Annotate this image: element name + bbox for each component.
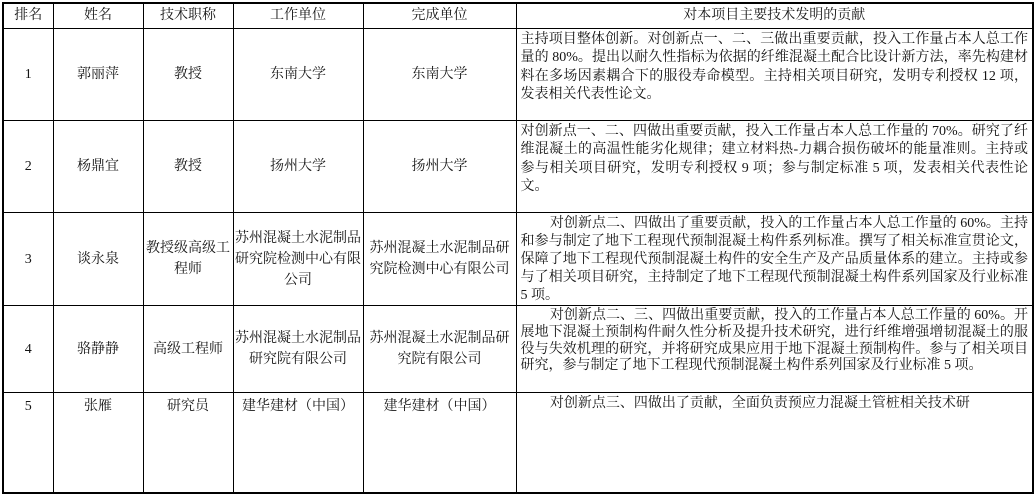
work-unit-cell: 扬州大学: [233, 121, 363, 213]
completion-unit-cell: 东南大学: [363, 29, 516, 121]
header-name: 姓名: [53, 3, 143, 29]
rank-cell: 3: [3, 213, 53, 306]
contribution-cell: [516, 306, 1033, 393]
work-unit-cell: 东南大学: [233, 29, 363, 121]
completion-unit-cell: 建华建材（中国）: [363, 393, 516, 493]
rank-cell: 4: [3, 306, 53, 393]
contribution-text: 主持项目整体创新。对创新点一、二、三做出重要贡献，投入工作量占本人总工作量的 80%。提出以耐久性指标为依据的纤维混凝土配合比设计新方法，率先构建材料在多场因素耦合下的服役寿命模型。主持相关项目研究，发明专利授权 12 项，发表相关代表性论文。: [520, 32, 1028, 103]
table-row: [3, 393, 1033, 493]
name-cell: 骆静静: [53, 306, 143, 393]
table-row: [3, 29, 1033, 121]
rank-cell: 2: [3, 121, 53, 213]
work-unit-cell: 苏州混凝土水泥制品研究院检测中心有限公司: [233, 213, 363, 306]
title-cell: 高级工程师: [143, 306, 233, 393]
header-contribution: 对本项目主要技术发明的贡献: [516, 3, 1033, 29]
name-cell: 郭丽萍: [53, 29, 143, 121]
table-row: [3, 213, 1033, 306]
title-cell: 研究员: [143, 393, 233, 493]
rank-cell: 1: [3, 29, 53, 121]
table-row: [3, 306, 1033, 393]
contribution-text: 对创新点一、二、四做出重要贡献，投入工作量占本人总工作量的 70%。研究了纤维混凝土的高温性能劣化规律；建立材料热-力耦合损伤破坏的能量准则。主持或参与相关项目研究，发明专利授权 9 项；参与制定标准 5 项，发表相关代表性论文。: [520, 124, 1028, 195]
name-cell: 张雁: [53, 393, 143, 493]
contributors-table: [2, 2, 1034, 494]
contribution-cell: [516, 29, 1033, 121]
title-cell: 教授级高级工程师: [143, 213, 233, 306]
name-cell: 谈永泉: [53, 213, 143, 306]
contribution-cell: [516, 121, 1033, 213]
header-rank: 排名: [3, 3, 53, 29]
contribution-text: 对创新点二、三、四做出重要贡献，投入的工作量占本人总工作量的 60%。开展地下混凝土预制构件耐久性分析及提升技术研究，进行纤维增强增韧混凝土的服役与失效机理的研究，并将研究成果应用于地下混凝土预制构件。参与了相关项目研究，参与制定了地下工程现代预制混凝土构件系列国家及行业标准 5 项。: [520, 308, 1028, 374]
header-work-unit: 工作单位: [233, 3, 363, 29]
work-unit-cell: 苏州混凝土水泥制品研究院有限公司: [233, 306, 363, 393]
contribution-text: 对创新点三、四做出了贡献，全面负责预应力混凝土管桩相关技术研: [549, 396, 970, 411]
contribution-cell: [516, 393, 1033, 493]
contribution-cell: [516, 213, 1033, 306]
rank-cell: 5: [3, 393, 53, 493]
work-unit-cell: 建华建材（中国）: [233, 393, 363, 493]
header-completion-unit: 完成单位: [363, 3, 516, 29]
completion-unit-cell: 苏州混凝土水泥制品研究院检测中心有限公司: [363, 213, 516, 306]
name-cell: 杨鼎宜: [53, 121, 143, 213]
header-title: 技术职称: [143, 3, 233, 29]
completion-unit-cell: 苏州混凝土水泥制品研究院有限公司: [363, 306, 516, 393]
completion-unit-cell: 扬州大学: [363, 121, 516, 213]
table-header-row: [3, 3, 1033, 29]
contribution-text: 对创新点二、四做出了重要贡献，投入的工作量占本人总工作量的 60%。主持和参与制定了地下工程现代预制混凝土构件系列标准。撰写了相关标准宣贯论文，保障了地下工程现代预制混凝土构件的安全生产及产品质量体系的建立。主持或参与了相关项目研究，主持制定了地下工程现代预制混凝土构件系列国家及行业标准 5 项。: [520, 216, 1028, 303]
title-cell: 教授: [143, 121, 233, 213]
title-cell: 教授: [143, 29, 233, 121]
table-row: [3, 121, 1033, 213]
